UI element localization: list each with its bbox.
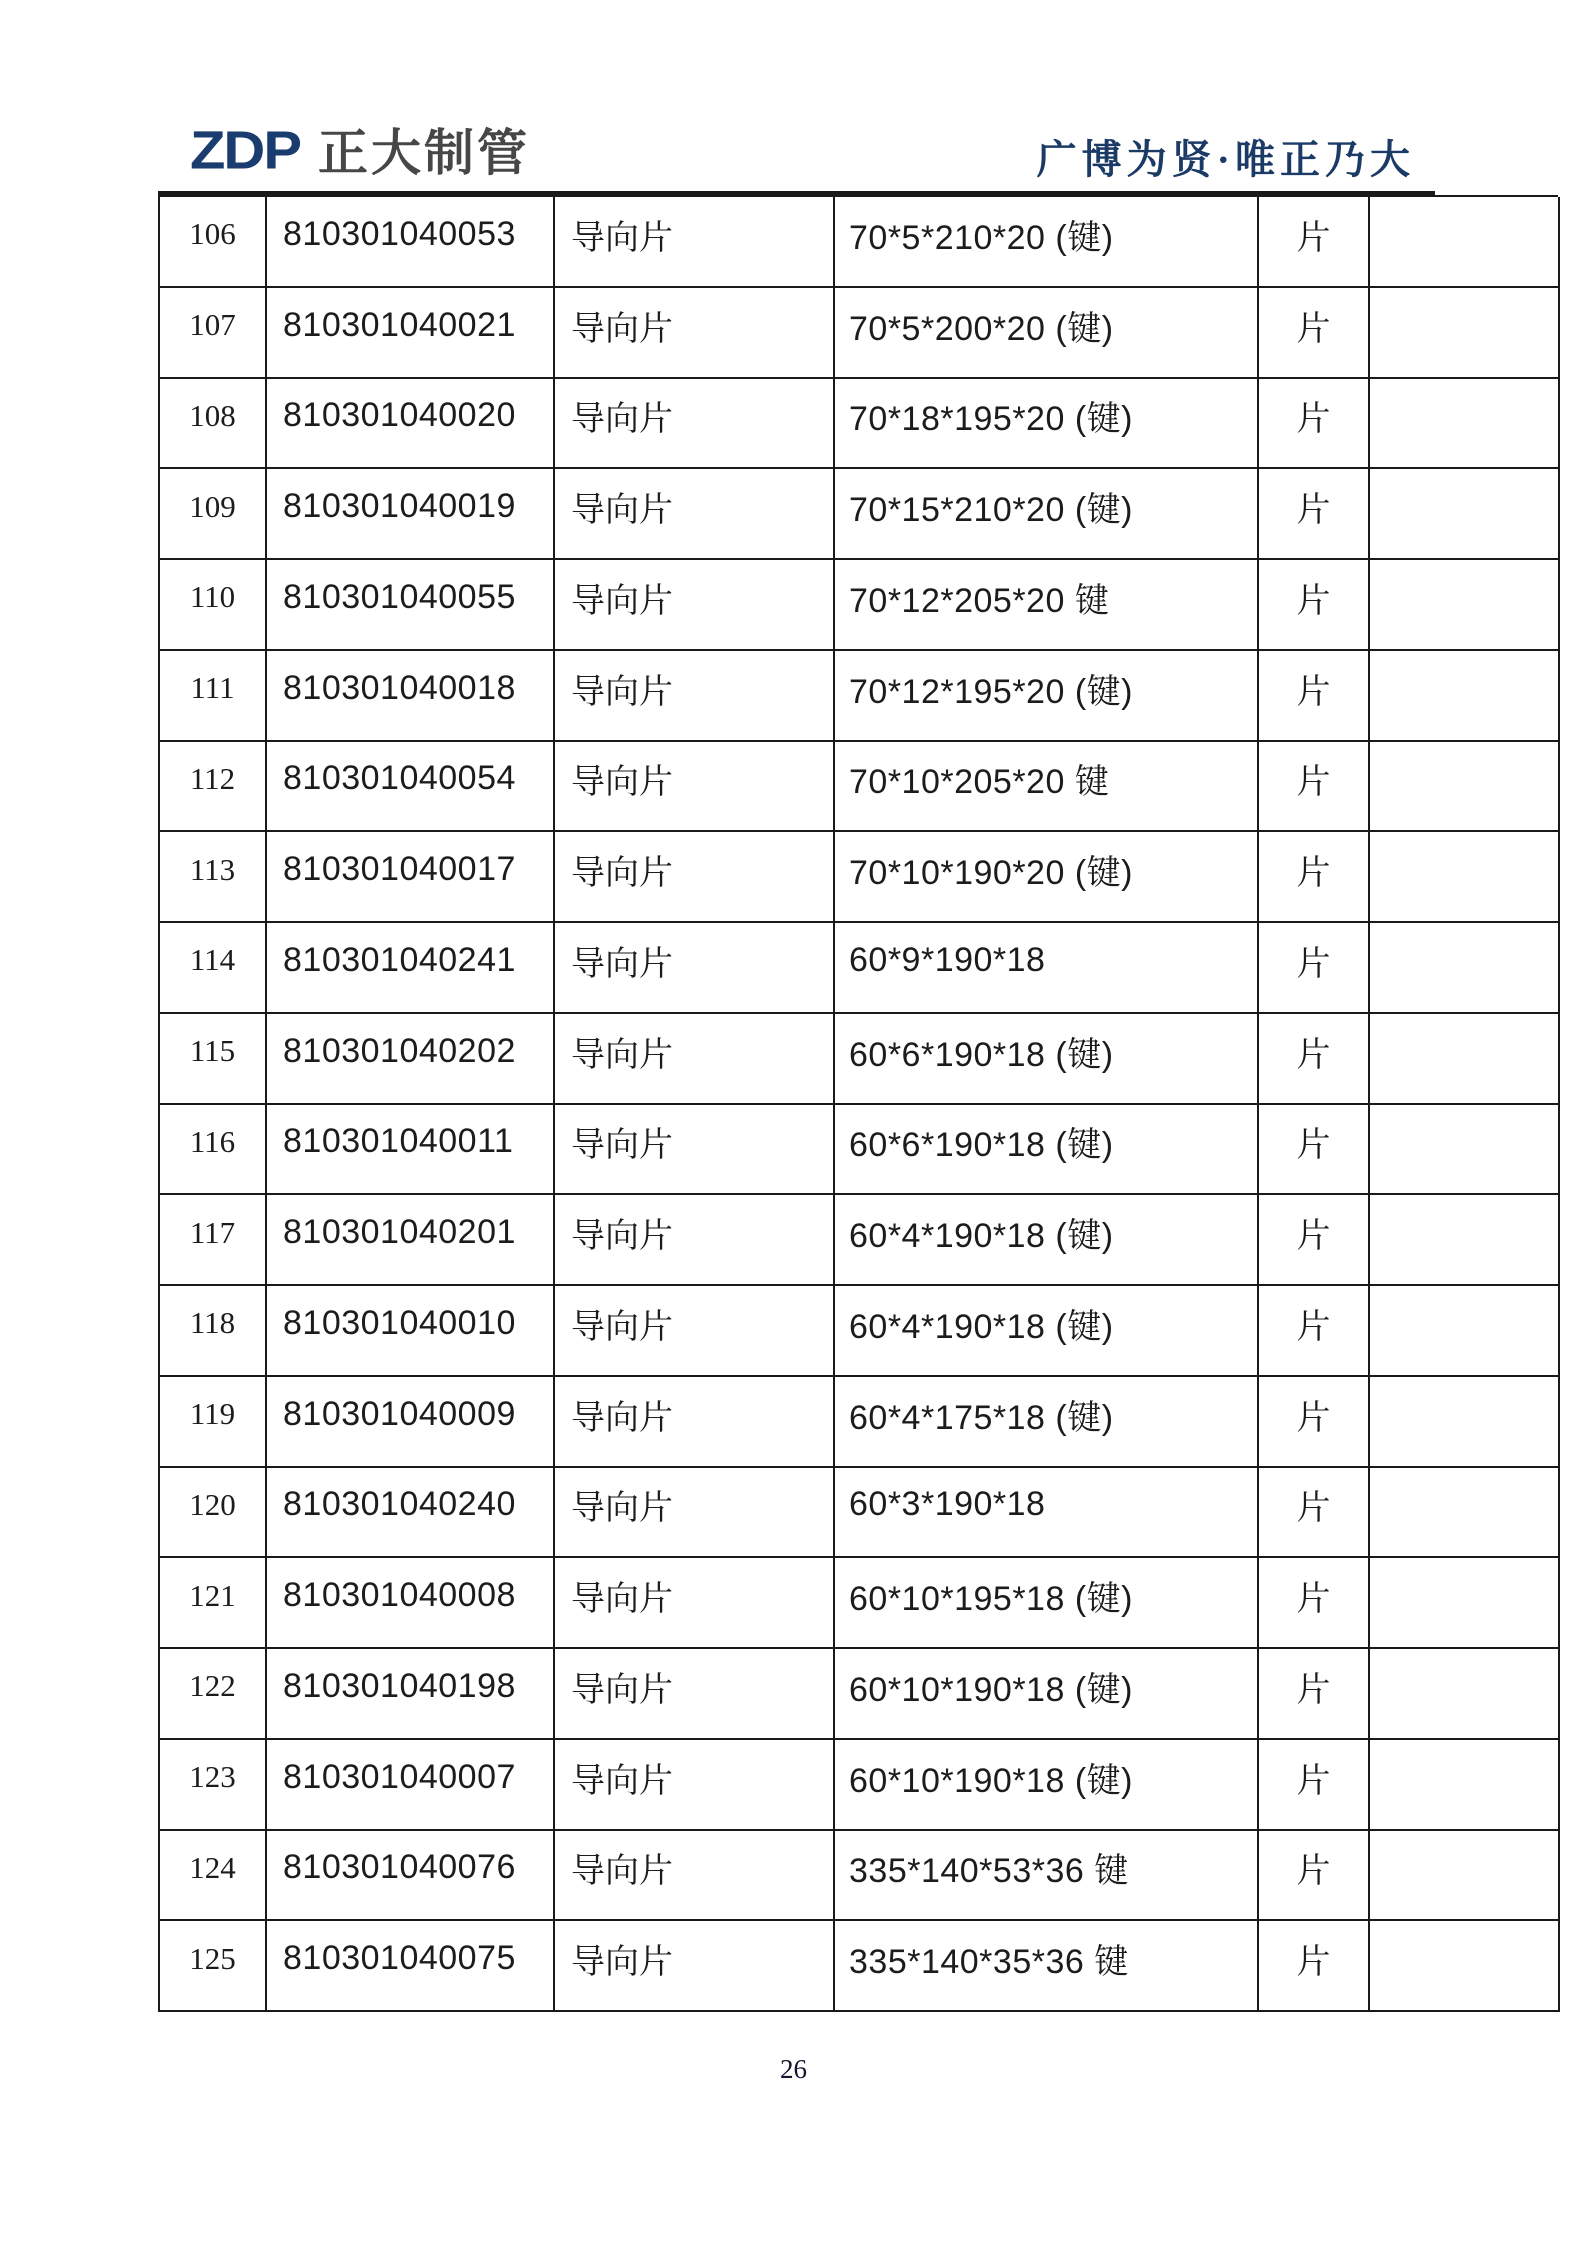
spec-cell: 60*10*190*18 (键) — [835, 1740, 1259, 1831]
spec-cell: 70*15*210*20 (键) — [835, 469, 1259, 560]
spec-cell: 60*4*190*18 (键) — [835, 1286, 1259, 1377]
material-code-cell: 810301040240 — [267, 1468, 555, 1559]
unit-cell: 片 — [1259, 1195, 1370, 1286]
part-name-cell: 导向片 — [555, 1195, 835, 1286]
remark-cell — [1370, 832, 1560, 923]
row-number-cell: 123 — [160, 1740, 267, 1831]
remark-cell — [1370, 1831, 1560, 1922]
row-number-cell: 115 — [160, 1014, 267, 1105]
spec-cell: 335*140*35*36 键 — [835, 1921, 1259, 2012]
material-code-cell: 810301040201 — [267, 1195, 555, 1286]
remark-cell — [1370, 1740, 1560, 1831]
material-code-cell: 810301040021 — [267, 288, 555, 379]
table-row — [160, 1468, 1558, 1559]
spec-cell: 335*140*53*36 键 — [835, 1831, 1259, 1922]
row-number-cell: 117 — [160, 1195, 267, 1286]
part-name-cell: 导向片 — [555, 560, 835, 651]
part-name-cell: 导向片 — [555, 1831, 835, 1922]
unit-cell: 片 — [1259, 1468, 1370, 1559]
remark-cell — [1370, 469, 1560, 560]
material-code-cell: 810301040018 — [267, 651, 555, 742]
page-footer — [0, 2054, 1587, 2085]
table-row — [160, 1286, 1558, 1377]
table-row — [160, 1014, 1558, 1105]
row-number-cell: 124 — [160, 1831, 267, 1922]
unit-cell: 片 — [1259, 651, 1370, 742]
table-row — [160, 197, 1558, 288]
table-row — [160, 1195, 1558, 1286]
unit-cell: 片 — [1259, 288, 1370, 379]
remark-cell — [1370, 1468, 1560, 1559]
material-code-cell: 810301040054 — [267, 742, 555, 833]
part-name-cell: 导向片 — [555, 832, 835, 923]
unit-cell: 片 — [1259, 197, 1370, 288]
parts-table — [158, 195, 1558, 2012]
part-name-cell: 导向片 — [555, 379, 835, 470]
material-code-cell: 810301040011 — [267, 1105, 555, 1196]
row-number-cell: 122 — [160, 1649, 267, 1740]
spec-cell: 70*10*205*20 键 — [835, 742, 1259, 833]
material-code-cell: 810301040017 — [267, 832, 555, 923]
table-row — [160, 651, 1558, 742]
unit-cell: 片 — [1259, 1377, 1370, 1468]
part-name-cell: 导向片 — [555, 1014, 835, 1105]
spec-cell: 70*18*195*20 (键) — [835, 379, 1259, 470]
remark-cell — [1370, 1014, 1560, 1105]
table-row — [160, 560, 1558, 651]
row-number-cell: 114 — [160, 923, 267, 1014]
company-logo — [190, 122, 530, 180]
remark-cell — [1370, 379, 1560, 470]
table-row — [160, 1377, 1558, 1468]
material-code-cell: 810301040241 — [267, 923, 555, 1014]
part-name-cell: 导向片 — [555, 1740, 835, 1831]
table-row — [160, 469, 1558, 560]
unit-cell: 片 — [1259, 379, 1370, 470]
material-code-cell: 810301040053 — [267, 197, 555, 288]
material-code-cell: 810301040055 — [267, 560, 555, 651]
spec-cell: 70*10*190*20 (键) — [835, 832, 1259, 923]
unit-cell: 片 — [1259, 560, 1370, 651]
material-code-cell: 810301040076 — [267, 1831, 555, 1922]
row-number-cell: 106 — [160, 197, 267, 288]
row-number-cell: 121 — [160, 1558, 267, 1649]
row-number-cell: 116 — [160, 1105, 267, 1196]
table-row — [160, 832, 1558, 923]
remark-cell — [1370, 1105, 1560, 1196]
material-code-cell: 810301040198 — [267, 1649, 555, 1740]
material-code-cell: 810301040010 — [267, 1286, 555, 1377]
row-number-cell: 119 — [160, 1377, 267, 1468]
part-name-cell: 导向片 — [555, 1105, 835, 1196]
spec-cell: 60*10*190*18 (键) — [835, 1649, 1259, 1740]
spec-cell: 60*4*175*18 (键) — [835, 1377, 1259, 1468]
unit-cell: 片 — [1259, 832, 1370, 923]
logo-company-name: 正大制管 — [318, 125, 530, 181]
remark-cell — [1370, 1377, 1560, 1468]
unit-cell: 片 — [1259, 1831, 1370, 1922]
material-code-cell: 810301040019 — [267, 469, 555, 560]
remark-cell — [1370, 1649, 1560, 1740]
spec-cell: 70*12*195*20 (键) — [835, 651, 1259, 742]
material-code-cell: 810301040075 — [267, 1921, 555, 2012]
part-name-cell: 导向片 — [555, 197, 835, 288]
material-code-cell: 810301040008 — [267, 1558, 555, 1649]
spec-cell: 60*6*190*18 (键) — [835, 1105, 1259, 1196]
table-row — [160, 1831, 1558, 1922]
row-number-cell: 120 — [160, 1468, 267, 1559]
part-name-cell: 导向片 — [555, 1921, 835, 2012]
unit-cell: 片 — [1259, 1921, 1370, 2012]
table-row — [160, 1921, 1558, 2012]
page-number: 26 — [780, 2054, 807, 2084]
spec-cell: 60*4*190*18 (键) — [835, 1195, 1259, 1286]
remark-cell — [1370, 560, 1560, 651]
part-name-cell: 导向片 — [555, 651, 835, 742]
remark-cell — [1370, 923, 1560, 1014]
unit-cell: 片 — [1259, 1740, 1370, 1831]
table-row — [160, 1740, 1558, 1831]
spec-cell: 60*10*195*18 (键) — [835, 1558, 1259, 1649]
table-row — [160, 923, 1558, 1014]
remark-cell — [1370, 1195, 1560, 1286]
row-number-cell: 125 — [160, 1921, 267, 2012]
unit-cell: 片 — [1259, 1286, 1370, 1377]
table-row — [160, 1558, 1558, 1649]
row-number-cell: 118 — [160, 1286, 267, 1377]
logo-zdp-text: ZDP — [190, 120, 300, 181]
spec-cell: 60*6*190*18 (键) — [835, 1014, 1259, 1105]
remark-cell — [1370, 1558, 1560, 1649]
unit-cell: 片 — [1259, 1014, 1370, 1105]
table-row — [160, 742, 1558, 833]
spec-cell: 70*5*210*20 (键) — [835, 197, 1259, 288]
row-number-cell: 109 — [160, 469, 267, 560]
row-number-cell: 110 — [160, 560, 267, 651]
remark-cell — [1370, 288, 1560, 379]
table-row — [160, 1105, 1558, 1196]
part-name-cell: 导向片 — [555, 469, 835, 560]
spec-cell: 60*3*190*18 — [835, 1468, 1259, 1559]
table-row — [160, 288, 1558, 379]
unit-cell: 片 — [1259, 1558, 1370, 1649]
row-number-cell: 107 — [160, 288, 267, 379]
unit-cell: 片 — [1259, 1105, 1370, 1196]
table-row — [160, 1649, 1558, 1740]
material-code-cell: 810301040202 — [267, 1014, 555, 1105]
spec-cell: 70*12*205*20 键 — [835, 560, 1259, 651]
material-code-cell: 810301040009 — [267, 1377, 555, 1468]
row-number-cell: 111 — [160, 651, 267, 742]
unit-cell: 片 — [1259, 923, 1370, 1014]
remark-cell — [1370, 1286, 1560, 1377]
table-row — [160, 379, 1558, 470]
part-name-cell: 导向片 — [555, 1558, 835, 1649]
part-name-cell: 导向片 — [555, 1468, 835, 1559]
unit-cell: 片 — [1259, 469, 1370, 560]
unit-cell: 片 — [1259, 1649, 1370, 1740]
part-name-cell: 导向片 — [555, 1286, 835, 1377]
material-code-cell: 810301040020 — [267, 379, 555, 470]
row-number-cell: 108 — [160, 379, 267, 470]
part-name-cell: 导向片 — [555, 288, 835, 379]
company-slogan: 广博为贤·唯正乃大 — [1036, 137, 1415, 182]
material-code-cell: 810301040007 — [267, 1740, 555, 1831]
unit-cell: 片 — [1259, 742, 1370, 833]
spec-cell: 60*9*190*18 — [835, 923, 1259, 1014]
part-name-cell: 导向片 — [555, 1649, 835, 1740]
part-name-cell: 导向片 — [555, 742, 835, 833]
remark-cell — [1370, 651, 1560, 742]
remark-cell — [1370, 742, 1560, 833]
part-name-cell: 导向片 — [555, 1377, 835, 1468]
part-name-cell: 导向片 — [555, 923, 835, 1014]
row-number-cell: 112 — [160, 742, 267, 833]
remark-cell — [1370, 1921, 1560, 2012]
spec-cell: 70*5*200*20 (键) — [835, 288, 1259, 379]
row-number-cell: 113 — [160, 832, 267, 923]
remark-cell — [1370, 197, 1560, 288]
